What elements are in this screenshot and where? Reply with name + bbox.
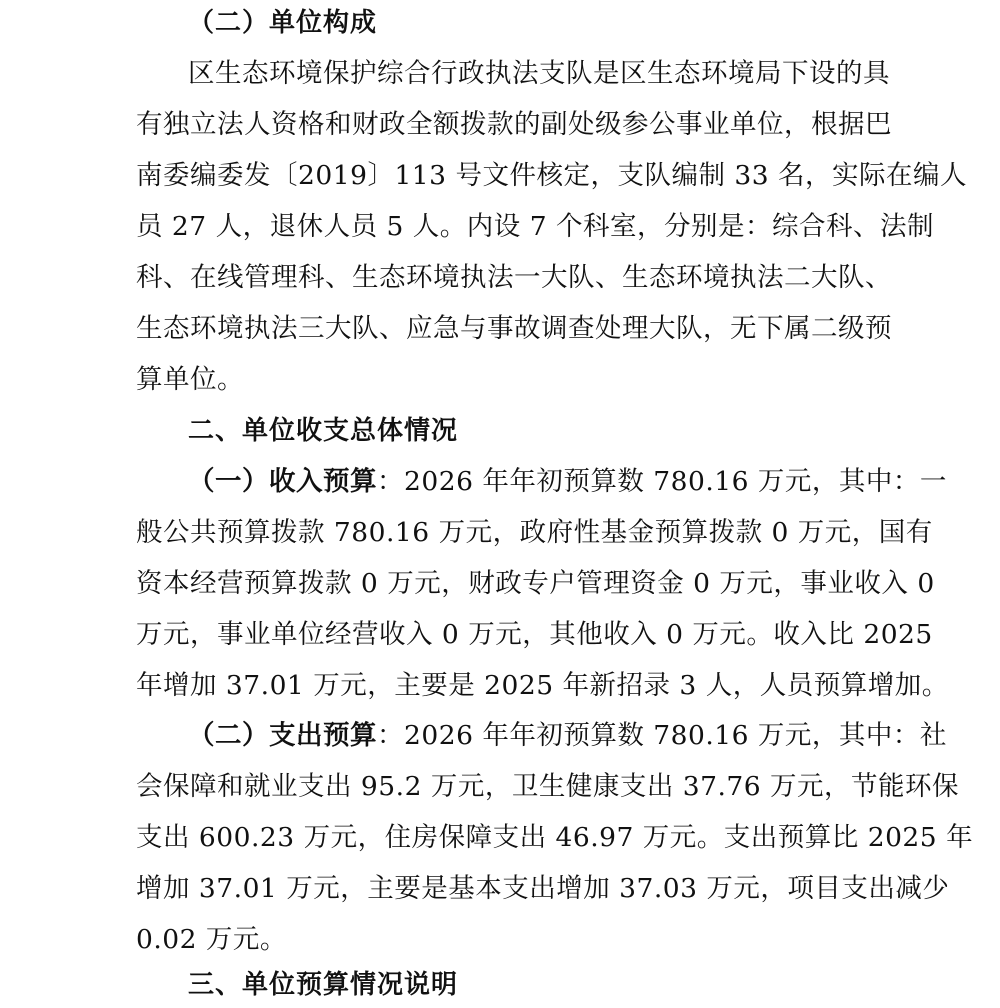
expense-label: （二）支出预算 — [188, 720, 377, 751]
income-first-line — [188, 465, 947, 499]
paragraph-line: 资本经营预算拨款 0 万元，财政专户管理资金 0 万元，事业收入 0 — [136, 568, 935, 599]
paragraph-line: 算单位。 — [136, 364, 244, 395]
subsection-heading-unit-composition: （二）单位构成 — [188, 8, 378, 38]
paragraph-line: 科、在线管理科、生态环境执法一大队、生态环境执法二大队、 — [136, 262, 892, 293]
paragraph-line: 般公共预算拨款 780.16 万元，政府性基金预算拨款 0 万元，国有 — [136, 517, 933, 548]
income-label: （一）收入预算 — [188, 466, 377, 497]
income-first-line-text: ：2026 年年初预算数 780.16 万元，其中：一 — [377, 466, 947, 497]
expense-first-line — [188, 719, 947, 753]
paragraph-line: 支出 600.23 万元，住房保障支出 46.97 万元。支出预算比 2025 年 — [136, 822, 974, 853]
paragraph-line: 会保障和就业支出 95.2 万元，卫生健康支出 37.76 万元，节能环保 — [136, 771, 960, 802]
section-heading-income-expense-overview: 二、单位收支总体情况 — [188, 416, 459, 446]
expense-first-line-text: ：2026 年年初预算数 780.16 万元，其中：社 — [377, 720, 947, 751]
paragraph-line: 生态环境执法三大队、应急与事故调查处理大队，无下属二级预 — [136, 313, 892, 344]
paragraph-line: 员 27 人，退休人员 5 人。内设 7 个科室，分别是：综合科、法制 — [136, 211, 934, 242]
paragraph-line: 区生态环境保护综合行政执法支队是区生态环境局下设的具 — [188, 58, 890, 89]
paragraph-line: 0.02 万元。 — [136, 924, 287, 955]
section-heading-budget-explanation: 三、单位预算情况说明 — [188, 970, 459, 1000]
paragraph-line: 万元，事业单位经营收入 0 万元，其他收入 0 万元。收入比 2025 — [136, 619, 933, 650]
paragraph-line: 南委编委发〔2019〕113 号文件核定，支队编制 33 名，实际在编人 — [136, 160, 968, 191]
paragraph-line: 年增加 37.01 万元，主要是 2025 年新招录 3 人，人员预算增加。 — [136, 670, 949, 701]
paragraph-line: 增加 37.01 万元，主要是基本支出增加 37.03 万元，项目支出减少 — [136, 873, 950, 904]
paragraph-line: 有独立法人资格和财政全额拨款的副处级参公事业单位，根据巴 — [136, 109, 892, 140]
